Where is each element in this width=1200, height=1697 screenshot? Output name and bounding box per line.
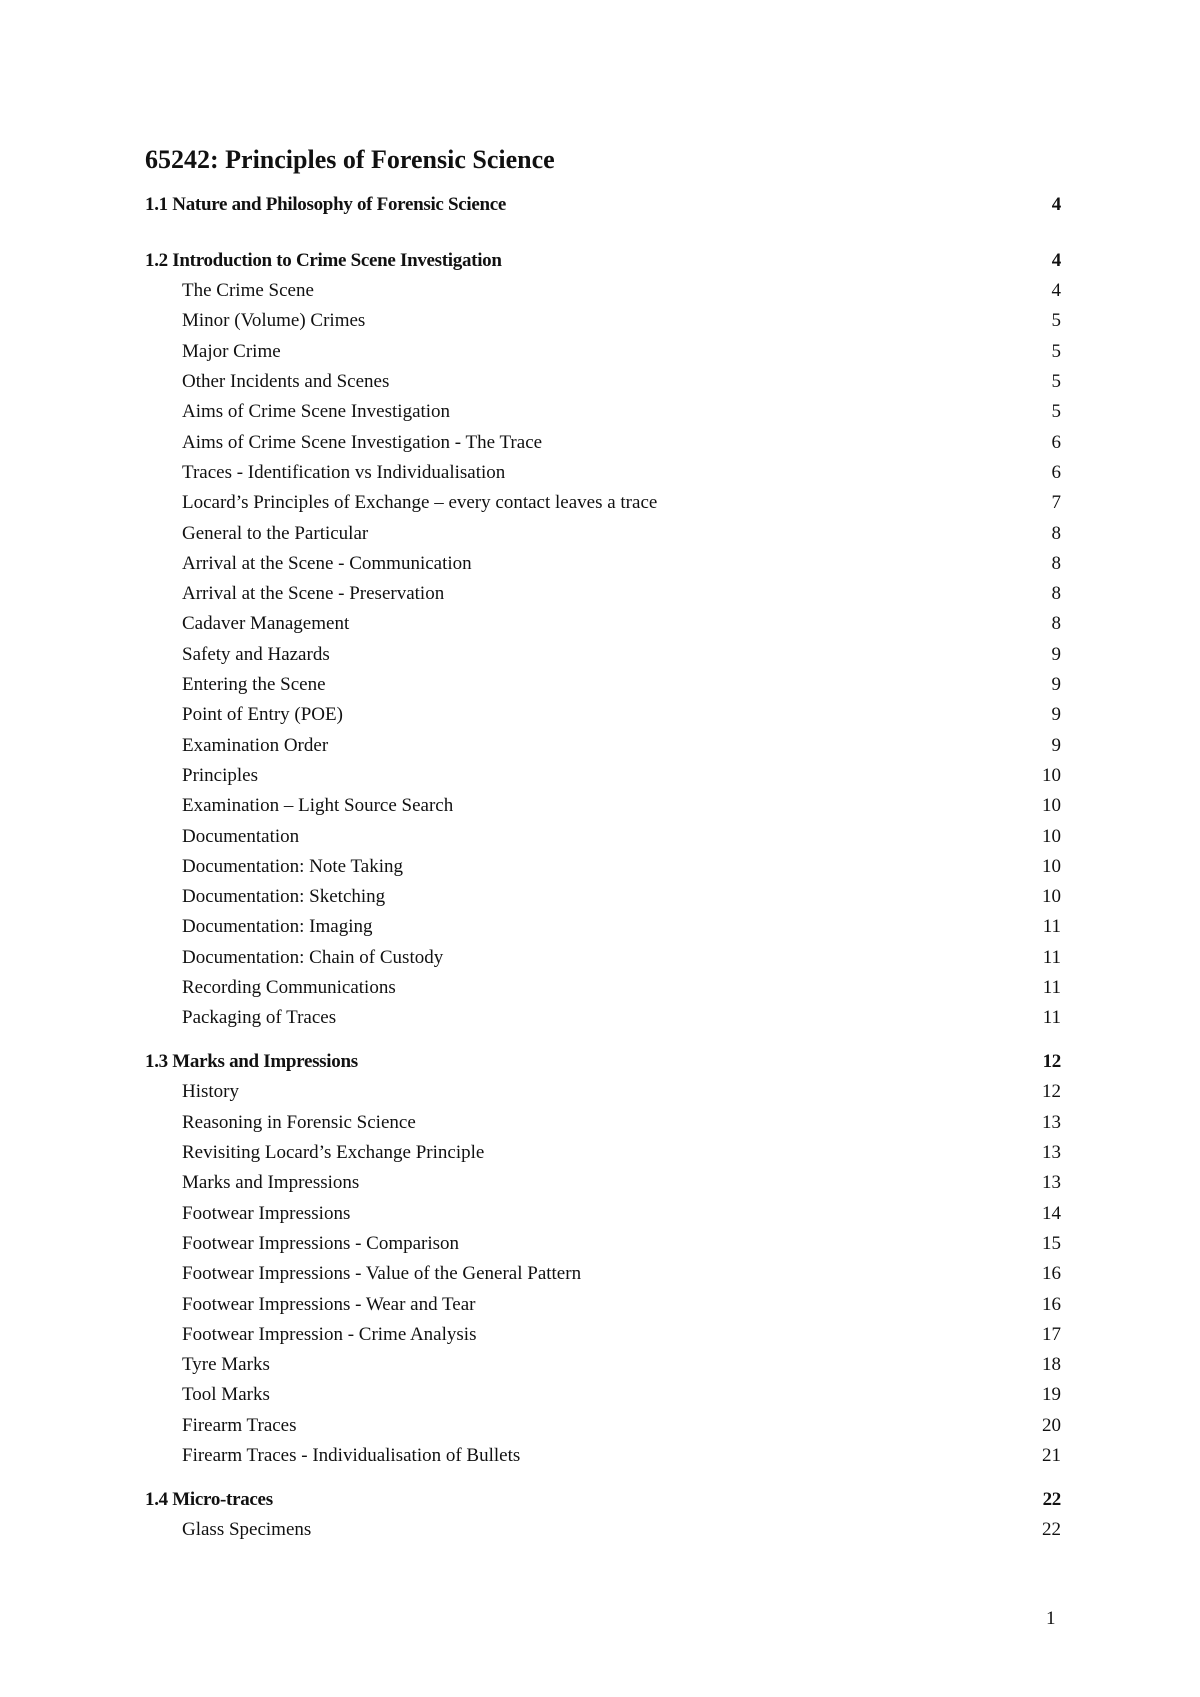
toc-entry[interactable] bbox=[145, 795, 1061, 825]
toc-entry-page: 8 bbox=[1051, 522, 1061, 544]
toc-entry-page: 14 bbox=[1042, 1202, 1061, 1224]
toc-entry[interactable] bbox=[145, 704, 1061, 734]
toc-entry-page: 10 bbox=[1042, 795, 1061, 817]
toc-entry[interactable] bbox=[145, 280, 1061, 310]
toc-entry[interactable] bbox=[145, 523, 1061, 553]
toc-entry-page: 9 bbox=[1051, 643, 1061, 665]
toc-entry[interactable] bbox=[145, 856, 1061, 886]
toc-entry-page: 6 bbox=[1051, 461, 1061, 483]
toc-entry[interactable] bbox=[145, 401, 1061, 431]
toc-entry-label: 1.2 Introduction to Crime Scene Investigation bbox=[145, 249, 502, 271]
toc-entry[interactable] bbox=[145, 371, 1061, 401]
toc-entry-page: 13 bbox=[1042, 1111, 1061, 1133]
toc-section-entry[interactable] bbox=[145, 1489, 1061, 1519]
toc-entry-label: Examination – Light Source Search bbox=[182, 795, 454, 817]
toc-entry[interactable] bbox=[145, 1142, 1061, 1172]
toc-entry-page: 5 bbox=[1051, 371, 1061, 392]
toc-entry-page: 18 bbox=[1042, 1354, 1061, 1376]
toc-entry[interactable] bbox=[145, 1233, 1061, 1263]
toc-entry[interactable] bbox=[145, 1354, 1061, 1384]
toc-entry[interactable] bbox=[145, 492, 1061, 522]
toc-entry[interactable] bbox=[145, 886, 1061, 916]
toc-entry[interactable] bbox=[145, 553, 1061, 583]
toc-entry[interactable] bbox=[145, 947, 1061, 977]
toc-entry[interactable] bbox=[145, 765, 1061, 795]
toc-entry[interactable] bbox=[145, 1081, 1061, 1111]
toc-entry[interactable] bbox=[145, 613, 1061, 643]
toc-entry-label: Footwear Impressions - Comparison bbox=[182, 1232, 460, 1254]
toc-entry-page: 8 bbox=[1051, 613, 1061, 635]
toc-entry-page: 4 bbox=[1051, 280, 1061, 302]
toc-entry[interactable] bbox=[145, 341, 1061, 371]
toc-entry[interactable] bbox=[145, 977, 1061, 1007]
toc-entry-page: 22 bbox=[1042, 1488, 1061, 1510]
toc-entry-page: 22 bbox=[1042, 1519, 1061, 1541]
toc-entry-page: 5 bbox=[1051, 310, 1061, 332]
toc-entry-label: Reasoning in Forensic Science bbox=[182, 1111, 416, 1133]
toc-entry-page: 10 bbox=[1042, 855, 1061, 877]
toc-entry[interactable] bbox=[145, 1384, 1061, 1414]
toc-entry-label: Documentation: Note Taking bbox=[182, 855, 403, 877]
toc-section-entry[interactable] bbox=[145, 194, 1061, 224]
toc-entry-page: 4 bbox=[1051, 194, 1061, 215]
toc-entry-page: 8 bbox=[1051, 583, 1061, 605]
toc-entry[interactable] bbox=[145, 1263, 1061, 1293]
toc-entry-page: 6 bbox=[1051, 431, 1061, 453]
toc-entry[interactable] bbox=[145, 644, 1061, 674]
toc-entry-label: General to the Particular bbox=[182, 522, 369, 544]
toc-entry[interactable] bbox=[145, 462, 1061, 492]
toc-entry-page: 4 bbox=[1051, 249, 1061, 271]
toc-entry-page: 11 bbox=[1042, 1007, 1061, 1029]
toc-entry-label: Tyre Marks bbox=[182, 1354, 270, 1376]
toc-entry-label: Safety and Hazards bbox=[182, 643, 330, 665]
footer-page-number: 1 bbox=[1046, 1608, 1056, 1629]
toc-entry-label: Traces - Identification vs Individualisation bbox=[182, 461, 506, 483]
toc-entry-label: Footwear Impressions - Value of the General Pattern bbox=[182, 1263, 582, 1285]
toc-entry[interactable] bbox=[145, 583, 1061, 613]
toc-entry-page: 10 bbox=[1042, 825, 1061, 847]
toc-entry-label: Cadaver Management bbox=[182, 613, 350, 635]
toc-entry-label: Other Incidents and Scenes bbox=[182, 371, 390, 392]
toc-section-entry[interactable] bbox=[145, 1051, 1061, 1081]
toc-entry-label: Footwear Impressions bbox=[182, 1202, 351, 1224]
toc-entry-page: 19 bbox=[1042, 1384, 1061, 1406]
toc-entry-label: Documentation: Chain of Custody bbox=[182, 946, 444, 968]
toc-entry-label: Aims of Crime Scene Investigation - The Trace bbox=[182, 431, 543, 453]
toc-entry[interactable] bbox=[145, 1519, 1061, 1549]
toc-entry-label: Firearm Traces bbox=[182, 1414, 297, 1436]
toc-entry-label: Locard’s Principles of Exchange – every contact leaves a trace bbox=[182, 492, 658, 514]
toc-entry-label: 1.3 Marks and Impressions bbox=[145, 1051, 358, 1073]
toc-entry-page: 16 bbox=[1042, 1293, 1061, 1315]
toc-entry-page: 10 bbox=[1042, 886, 1061, 908]
toc-entry-label: Principles bbox=[182, 764, 258, 786]
toc-entry-page: 5 bbox=[1051, 401, 1061, 423]
toc-entry-page: 11 bbox=[1042, 946, 1061, 968]
toc-entry-page: 13 bbox=[1042, 1142, 1061, 1163]
toc-entry-page: 20 bbox=[1042, 1414, 1061, 1436]
toc-entry-page: 13 bbox=[1042, 1172, 1061, 1194]
toc-entry-page: 9 bbox=[1051, 704, 1061, 726]
toc-entry-page: 9 bbox=[1051, 734, 1061, 756]
toc-entry-label: The Crime Scene bbox=[182, 280, 314, 302]
toc-entry-label: Entering the Scene bbox=[182, 674, 326, 695]
toc-entry-label: History bbox=[182, 1081, 239, 1103]
toc-entry-page: 5 bbox=[1051, 340, 1061, 362]
toc-section-entry[interactable] bbox=[145, 250, 1061, 280]
toc-entry-label: Arrival at the Scene - Preservation bbox=[182, 583, 445, 605]
toc-entry-label: Marks and Impressions bbox=[182, 1172, 360, 1194]
toc-entry-label: Revisiting Locard’s Exchange Principle bbox=[182, 1142, 485, 1163]
toc-entry-page: 7 bbox=[1051, 492, 1061, 514]
toc-entry[interactable] bbox=[145, 1324, 1061, 1354]
toc-entry-label: Documentation: Sketching bbox=[182, 886, 386, 908]
toc-entry[interactable] bbox=[145, 735, 1061, 765]
toc-entry-label: Examination Order bbox=[182, 734, 329, 756]
toc-entry-page: 16 bbox=[1042, 1263, 1061, 1285]
toc-entry-label: 1.4 Micro-traces bbox=[145, 1488, 273, 1510]
toc-entry[interactable] bbox=[145, 826, 1061, 856]
toc-entry-page: 9 bbox=[1051, 674, 1061, 695]
toc-entry-label: Major Crime bbox=[182, 340, 281, 362]
page-title: 65242: Principles of Forensic Science bbox=[145, 145, 555, 174]
toc-entry-label: Footwear Impressions - Wear and Tear bbox=[182, 1293, 476, 1315]
toc-entry[interactable] bbox=[145, 1007, 1061, 1037]
toc-entry-label: Documentation bbox=[182, 825, 300, 847]
toc-entry[interactable] bbox=[145, 432, 1061, 462]
toc-entry-page: 12 bbox=[1042, 1081, 1061, 1103]
toc-entry-label: Footwear Impression - Crime Analysis bbox=[182, 1323, 477, 1345]
toc-entry[interactable] bbox=[145, 1112, 1061, 1142]
toc-entry[interactable] bbox=[145, 1415, 1061, 1445]
toc-entry-page: 17 bbox=[1042, 1323, 1061, 1345]
toc-entry-label: Documentation: Imaging bbox=[182, 916, 373, 938]
toc-entry[interactable] bbox=[145, 674, 1061, 704]
toc-entry-label: Packaging of Traces bbox=[182, 1007, 337, 1029]
toc-entry-label: Arrival at the Scene - Communication bbox=[182, 552, 472, 574]
toc-entry-label: 1.1 Nature and Philosophy of Forensic Science bbox=[145, 194, 507, 215]
toc-entry[interactable] bbox=[145, 1203, 1061, 1233]
toc-entry-page: 11 bbox=[1042, 977, 1061, 998]
toc-entry-label: Glass Specimens bbox=[182, 1519, 312, 1541]
toc-entry[interactable] bbox=[145, 310, 1061, 340]
toc-entry-page: 21 bbox=[1042, 1445, 1061, 1466]
toc-entry[interactable] bbox=[145, 1172, 1061, 1202]
toc-entry-page: 11 bbox=[1042, 916, 1061, 938]
toc-entry[interactable] bbox=[145, 916, 1061, 946]
toc-entry-page: 8 bbox=[1051, 552, 1061, 574]
toc-entry-label: Recording Communications bbox=[182, 977, 396, 998]
toc-entry-label: Firearm Traces - Individualisation of Bullets bbox=[182, 1445, 521, 1466]
toc-entry-label: Aims of Crime Scene Investigation bbox=[182, 401, 451, 423]
toc-entry-page: 10 bbox=[1042, 764, 1061, 786]
toc-entry-page: 12 bbox=[1042, 1051, 1061, 1073]
toc-entry[interactable] bbox=[145, 1294, 1061, 1324]
toc-entry-label: Minor (Volume) Crimes bbox=[182, 310, 366, 332]
toc-entry-label: Point of Entry (POE) bbox=[182, 704, 343, 726]
toc-entry-label: Tool Marks bbox=[182, 1384, 270, 1406]
toc-entry-page: 15 bbox=[1042, 1232, 1061, 1254]
toc-entry[interactable] bbox=[145, 1445, 1061, 1475]
